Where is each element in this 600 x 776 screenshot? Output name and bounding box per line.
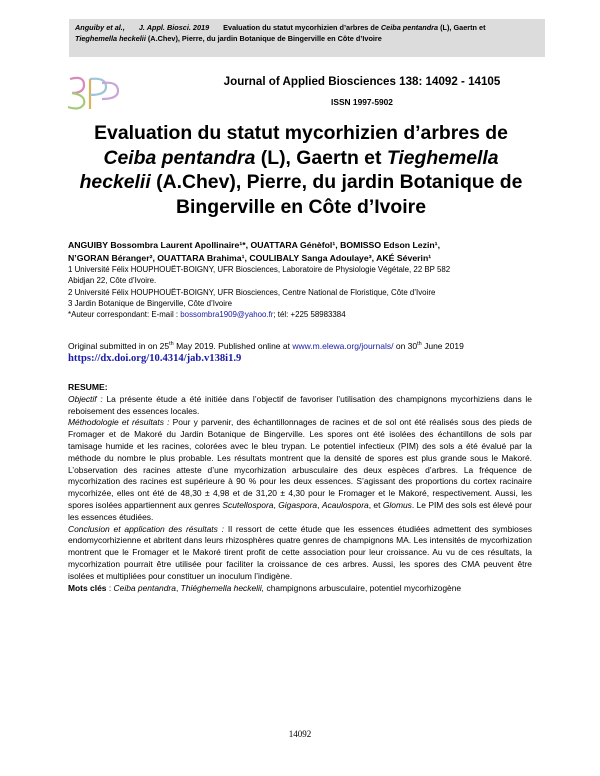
- running-head-journal: J. Appl. Biosci. 2019: [138, 23, 210, 32]
- affiliation-3: 3 Jardin Botanique de Bingerville, Côte d’Ivoire: [68, 298, 233, 308]
- journal-name: Journal of Applied Biosciences 138: 14092 - 14105: [223, 75, 501, 88]
- abstract-objective: [68, 394, 532, 418]
- genus-conjunction: , et: [368, 499, 381, 510]
- submission-info: [68, 338, 532, 365]
- issn: ISSN 1997-5902: [331, 97, 393, 107]
- methodology-label: Méthodologie et résultats :: [68, 417, 170, 428]
- title-part-1: Evaluation du statut mycorhizien d’arbres de: [94, 122, 508, 144]
- journal-logo-icon: [62, 73, 124, 113]
- running-head-title-d: Tieghemella heckelii: [75, 34, 146, 43]
- doi-link[interactable]: https://dx.doi.org/10.4314/jab.v138i1.9: [68, 352, 242, 364]
- corresponding-author: [68, 309, 532, 320]
- affiliation-1a: 1 Université Félix HOUPHOUËT-BOIGNY, UFR Biosciences, Laboratoire de Physiologie Végétale, 22 BP 582: [68, 265, 451, 274]
- author-list: [68, 239, 532, 264]
- keywords-label: Mots clés: [68, 582, 107, 593]
- abstract-conclusion: [68, 524, 532, 583]
- running-head-title-a: Evaluation du statut mycorhizien d’arbres de: [223, 23, 379, 32]
- abstract-methodology: Méthodologie et résultats : Pour y parvenir, des échantillonnages de racines et de sol ont été réalisés sous des pieds de Fromager et de Makoré du Jardin Botanique de Bingerville. Les spores ont été isolées des échantillons de sols par tamisage humide et les racines, colorées avec le bleu trypan. Le potentiel infectieux (PIM) des sols a été évalué par la méthode du nombre le plus probable. Les résultats montrent que la densité de spores est plus grande sous le Makoré. L’observation des racines atteste d’une mycorhization arbusculaire des deux espèces d’arbres. La fréquence de mycorhization des racines est supérieure à 90 % pour les deux essences. S’agissant des proportions du cortex racinaire mycorhizée, elles ont été de 48,30 ± 4,98 et de 31,20 ± 4,30 pour le Fromager et le Makoré, respectivement. Aussi, les spores isolées appartiennent aux genres Scutellospora, Gigaspora, Acaulospora, et Glomus. Le PIM des sols est élevé pour les essences étudiées.: [68, 417, 532, 522]
- keyword-2: Thiéghemella heckelii,: [180, 582, 265, 593]
- submitted-text: Original submitted in on 25: [68, 340, 170, 351]
- methodology-text: Pour y parvenir, des échantillonnages de racines et de sol ont été réalisés sous des pieds de Fromager et de Makoré du Jardin Botanique de Bingerville. Les spores ont été isolées des échantillons de sols par tamisage humide et les racines, colorées avec le bleu trypan. Le potentiel infectieux (PIM) des sols a été évalué par la méthode du nombre le plus probable. Les résultats montrent que la densité de spores est plus grande sous le Makoré. L’observation des racines atteste d’une mycorhization arbusculaire des deux espèces d’arbres. La fréquence de mycorhization des racines est supérieure à 90 % pour les deux essences. S’agissant des proportions du cortex racinaire mycorhizée, elles ont été de 48,30 ± 4,98 et de 31,20 ± 4,30 pour le Fromager et le Makoré, respectivement. Aussi, les spores isolées appartiennent aux genres: [68, 417, 532, 510]
- authors-line-1: ANGUIBY Bossombra Laurent Apollinaire¹*, OUATTARA Génèfol¹, BOMISSO Edson Lezin¹,: [68, 240, 440, 250]
- title-species-1: Ceiba pentandra: [103, 146, 256, 169]
- running-head: [69, 19, 545, 57]
- affiliations: [68, 264, 532, 320]
- genus-3: Acaulospora: [321, 499, 369, 510]
- objective-text: La présente étude a été initiée dans l’objectif de favoriser l’utilisation des champignons mycorhiziens dans le reboisement des essences locales.: [68, 393, 532, 416]
- genus-2: Gigaspora: [278, 499, 318, 510]
- title-species-2: Tieghemella heckelii: [79, 146, 499, 193]
- corresponding-label: *Auteur correspondant: E-mail :: [68, 310, 179, 320]
- keywords: Mots clés : Ceiba pentandra, Thiéghemella heckelii, champignons arbusculaire, potentiel mycorhizogène: [68, 582, 462, 593]
- keywords-separator: :: [108, 582, 112, 593]
- running-head-title-c: (L), Gaertn et: [440, 23, 486, 32]
- published-date-text: on 30: [395, 340, 418, 351]
- keywords-rest: champignons arbusculaire, potentiel mycorhizogène: [266, 582, 462, 593]
- page-number: 14092: [288, 729, 312, 739]
- abstract: RESUME: Objectif : La présente étude a été initiée dans l’objectif de favoriser l’utilisation des champignons mycorhiziens dans le reboisement des essences locales. Méthodologie et résultats : Pour y parvenir, des échantillonnages de racines et de sol ont été réalisés sous des pieds de Fromager et de Makoré du Jardin Botanique de Bingerville. Les spores ont été isolées des échantillons de sols par tamisage humide et les racines, colorées avec le bleu trypan. Le potentiel infectieux (PIM) des sols a été évalué par la méthode du nombre le plus probable. Les résultats montrent que la densité de spores est plus grande sous le Makoré. L’observation des racines atteste d’une mycorhization arbusculaire des deux espèces d’arbres. La fréquence de mycorhization des racines est supérieure à 90 % pour les deux essences. S’agissant des proportions du cortex racinaire mycorhizée, elles ont été de 48,30 ± 4,98 et de 31,20 ± 4,30 pour le Fromager et le Makoré, respectivement. Aussi, les spores isolées appartiennent aux genres Scutellospora, Gigaspora, Acaulospora, et Glomus. Le PIM des sols est élevé pour les essences étudiées. Conclusion et application des résultats : Il ressort de cette étude que les essences étudiées admettent des symbioses endomycorhizienne et abritent dans leurs rhizosphères quatre genres de champignons MA. Les intensités de mycorhization montrent que le Fromager et le Makoré tirent profit de cette association pour leur croissance. Au vu de ces résultats, la mycorhization pourrait être utilisée pour faciliter la croissance de ces arbres. Aussi, les spores des CMA peuvent être isolées et multipliées pour constituer un inoculum l’indigène. Mots clés : Ceiba pentandra, Thiéghemella heckelii, champignons arbusculaire, potentiel mycorhizogène: [68, 382, 532, 593]
- affiliation-2: 2 Université Félix HOUPHOUËT-BOIGNY, UFR Biosciences, Centre National de Floristique, Côte d’Ivoire: [68, 287, 436, 297]
- conclusion-label: Conclusion et application des résultats :: [68, 523, 225, 534]
- email-link[interactable]: bossombra1909@yahoo.fr: [180, 310, 274, 320]
- genus-4: Glomus: [382, 499, 412, 510]
- running-head-authors: Anguiby et al.,: [75, 23, 125, 32]
- title-part-3: (L), Gaertn et: [260, 146, 382, 169]
- authors-line-2: N’GORAN Béranger², OUATTARA Brahima¹, COULIBALY Sanga Adoulaye³, AKÉ Séverin¹: [68, 252, 432, 263]
- telephone: ; tél: +225 58983384: [273, 310, 346, 320]
- conclusion-text: Il ressort de cette étude que les essences étudiées admettent des symbioses endomycorhizienne et abritent dans leurs rhizosphères quatre genres de champignons MA. Les intensités de mycorhization montrent que le Fromager et le Makoré tirent profit de cette association pour leur croissance. Au vu de ces résultats, la mycorhization pourrait être utilisée pour faciliter la croissance de ces arbres. Aussi, les spores des CMA peuvent être isolées et multipliées pour constituer un inoculum l’indigène.: [68, 523, 532, 581]
- keyword-1: Ceiba pentandra: [113, 582, 176, 593]
- journal-url-link[interactable]: www.m.elewa.org/journals/: [292, 340, 394, 351]
- affiliation-1b: Abidjan 22, Côte d’Ivoire.: [68, 276, 157, 286]
- genus-1: Scutellospora: [222, 499, 274, 510]
- running-head-title-e: (A.Chev), Pierre, du jardin Botanique de Bingerville en Côte d’Ivoire: [147, 34, 382, 43]
- abstract-heading: RESUME: [68, 382, 105, 392]
- article-title: [66, 121, 536, 219]
- objective-label: Objectif :: [68, 393, 103, 404]
- published-month: June 2019: [424, 340, 464, 351]
- running-head-title-b: Ceiba pentandra: [380, 23, 439, 32]
- published-text: May 2019. Published online at: [176, 340, 290, 351]
- title-part-5: (A.Chev), Pierre, du jardin Botanique de Bingerville en Côte d’Ivoire: [156, 171, 523, 218]
- methodology-text-end: . Le PIM des sols est élevé pour les essences étudiées.: [68, 499, 532, 522]
- published-sup: th: [417, 341, 422, 347]
- submitted-sup: th: [169, 341, 174, 347]
